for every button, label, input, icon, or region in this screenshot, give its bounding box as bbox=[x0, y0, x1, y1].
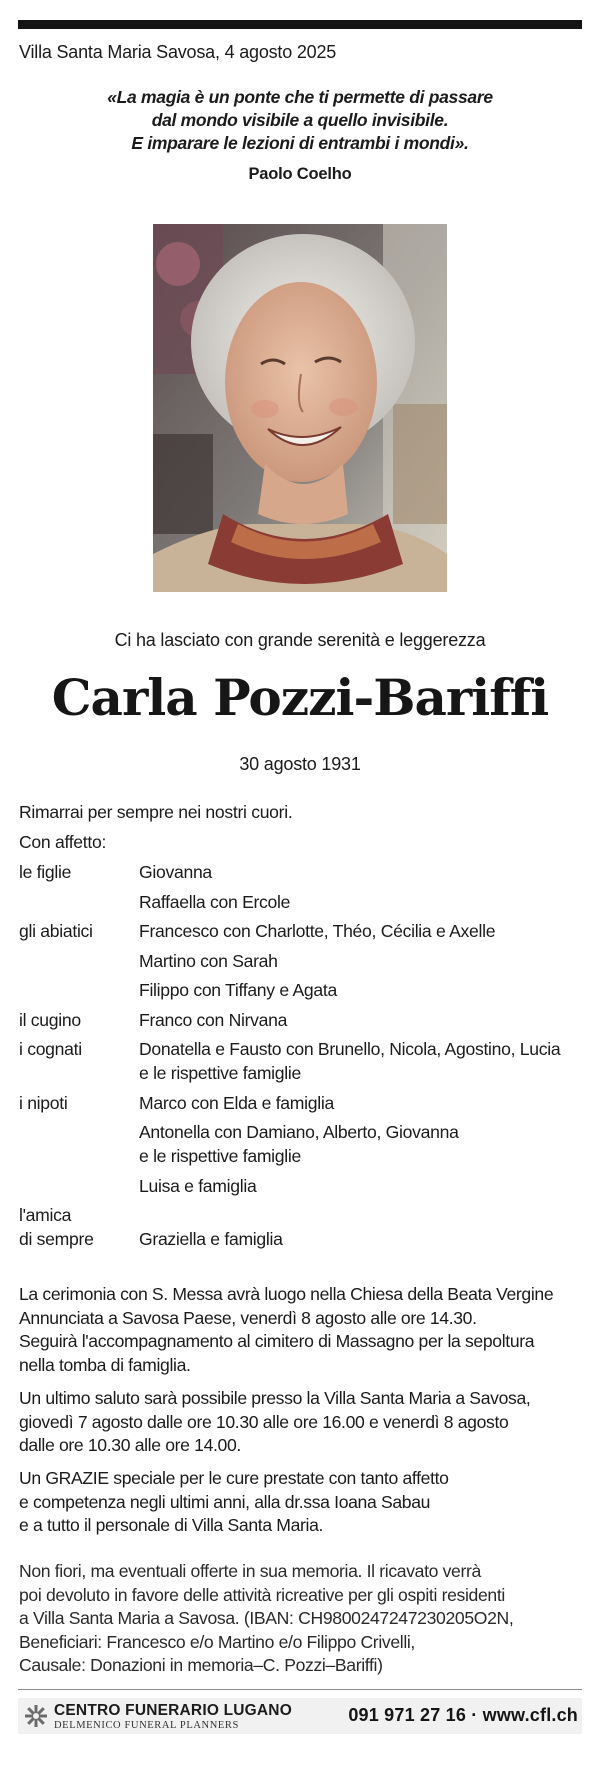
paragraph-line: Un GRAZIE speciale per le cure prestate con tanto affetto bbox=[19, 1468, 449, 1488]
family-row bbox=[19, 978, 585, 1002]
relatives-line: Graziella e famiglia bbox=[139, 1229, 283, 1249]
family-row bbox=[19, 919, 585, 943]
quote-author: Paolo Coelho bbox=[248, 165, 352, 183]
paragraph-line: Un ultimo saluto sarà possibile presso la Villa Santa Maria a Savosa, bbox=[19, 1388, 531, 1408]
relation-label: il cugino bbox=[19, 1009, 81, 1030]
relation-label bbox=[19, 949, 139, 973]
relatives: Franco con Nirvana bbox=[139, 1009, 288, 1030]
deceased-name: Carla Pozzi-Bariffi bbox=[51, 668, 549, 727]
paragraph-line: Seguirà l'accompagnamento al cimitero di Massagno per la sepoltura bbox=[19, 1331, 535, 1351]
relatives bbox=[139, 1037, 585, 1085]
paragraph-line: e a tutto il personale di Villa Santa Maria. bbox=[19, 1515, 324, 1535]
relatives: Martino con Sarah bbox=[139, 950, 278, 971]
paragraph-line: Non fiori, ma eventuali offerte in sua memoria. Il ricavato verrà bbox=[19, 1561, 481, 1581]
relatives: Francesco con Charlotte, Théo, Cécilia e Axelle bbox=[139, 921, 496, 941]
paragraph-line: e competenza negli ultimi anni, alla dr.ssa Ioana Sabau bbox=[19, 1491, 431, 1512]
lead-line: Ci ha lasciato con grande serenità e leggerezza bbox=[114, 630, 486, 650]
birth-date: 30 agosto 1931 bbox=[239, 754, 361, 774]
family-row bbox=[19, 1091, 585, 1115]
relatives bbox=[139, 1203, 585, 1251]
relation-label bbox=[19, 1174, 139, 1198]
relatives bbox=[139, 1120, 585, 1168]
relatives: Filippo con Tiffany e Agata bbox=[139, 980, 337, 1000]
relation-label bbox=[19, 890, 139, 914]
paragraph-line: dalle ore 10.30 alle ore 14.00. bbox=[19, 1435, 241, 1455]
family-row bbox=[19, 1037, 585, 1085]
relation-label-line: l'amica bbox=[19, 1205, 72, 1225]
top-rule bbox=[18, 20, 582, 29]
relation-label bbox=[19, 1120, 139, 1168]
relatives-line: e le rispettive famiglie bbox=[139, 1063, 301, 1083]
thanks-paragraph bbox=[19, 1467, 585, 1538]
relatives-line: Donatella e Fausto con Brunello, Nicola, Agostino, Lucia bbox=[139, 1039, 561, 1059]
paragraph-line: La cerimonia con S. Messa avrà luogo nella Chiesa della Beata Vergine bbox=[19, 1284, 554, 1304]
quote-line: E imparare le lezioni di entrambi i mondi». bbox=[131, 133, 469, 153]
family-row bbox=[19, 890, 585, 914]
paragraph-line: a Villa Santa Maria a Savosa. (IBAN: CH9800247247230205O2N, bbox=[19, 1608, 514, 1628]
paragraph-line: Beneficiari: Francesco e/o Martino e/o Filippo Crivelli, bbox=[19, 1631, 415, 1652]
cfl-logo-icon bbox=[24, 1704, 48, 1733]
family-row bbox=[19, 1008, 585, 1032]
relation-label-line: di sempre bbox=[19, 1229, 94, 1249]
relatives: Marco con Elda e famiglia bbox=[139, 1092, 334, 1113]
donations-paragraph bbox=[19, 1560, 585, 1678]
relation-label: gli abiatici bbox=[19, 921, 93, 941]
footer-divider bbox=[18, 1689, 582, 1690]
portrait-illustration bbox=[153, 224, 447, 592]
relation-label: i cognati bbox=[19, 1039, 82, 1059]
relatives: Luisa e famiglia bbox=[139, 1175, 257, 1196]
dateline: Villa Santa Maria Savosa, 4 agosto 2025 bbox=[19, 42, 337, 62]
funeral-home-footer bbox=[18, 1698, 582, 1734]
relation-label bbox=[19, 978, 139, 1002]
ceremony-paragraph bbox=[19, 1283, 585, 1377]
funeral-home-subtitle: DELMENICO FUNERAL PLANNERS bbox=[54, 1720, 239, 1731]
relation-label-multiline bbox=[19, 1203, 139, 1251]
remembrance-line: Rimarrai per sempre nei nostri cuori. bbox=[19, 802, 293, 822]
family-list bbox=[19, 860, 585, 1257]
family-row bbox=[19, 860, 585, 884]
family-row bbox=[19, 1120, 585, 1168]
affection-line: Con affetto: bbox=[19, 832, 107, 852]
farewell-paragraph bbox=[19, 1387, 585, 1458]
relatives-line bbox=[139, 1203, 585, 1227]
funeral-home-contact: 091 971 27 16 · www.cfl.ch bbox=[348, 1705, 578, 1725]
paragraph-line: nella tomba di famiglia. bbox=[19, 1354, 191, 1375]
quote-line: «La magia è un ponte che ti permette di passare bbox=[107, 87, 493, 107]
family-row bbox=[19, 1174, 585, 1198]
quote-line: dal mondo visibile a quello invisibile. bbox=[151, 110, 449, 130]
portrait-photo bbox=[153, 224, 447, 592]
funeral-home-name: CENTRO FUNERARIO LUGANO bbox=[54, 1702, 292, 1719]
relatives: Giovanna bbox=[139, 862, 212, 882]
relatives-line: e le rispettive famiglie bbox=[139, 1146, 301, 1166]
relation-label: le figlie bbox=[19, 862, 72, 882]
paragraph-line: Annunciata a Savosa Paese, venerdì 8 agosto alle ore 14.30. bbox=[19, 1307, 477, 1328]
epigraph-quote bbox=[0, 86, 600, 155]
paragraph-line: giovedì 7 agosto dalle ore 10.30 alle ore 16.00 e venerdì 8 agosto bbox=[19, 1411, 509, 1432]
family-row bbox=[19, 949, 585, 973]
relatives-line: Antonella con Damiano, Alberto, Giovanna bbox=[139, 1122, 459, 1142]
paragraph-line: Causale: Donazioni in memoria–C. Pozzi–Bariffi) bbox=[19, 1655, 383, 1675]
relation-label: i nipoti bbox=[19, 1092, 68, 1113]
family-row bbox=[19, 1203, 585, 1251]
paragraph-line: poi devoluto in favore delle attività ricreative per gli ospiti residenti bbox=[19, 1584, 505, 1605]
relatives: Raffaella con Ercole bbox=[139, 891, 291, 912]
